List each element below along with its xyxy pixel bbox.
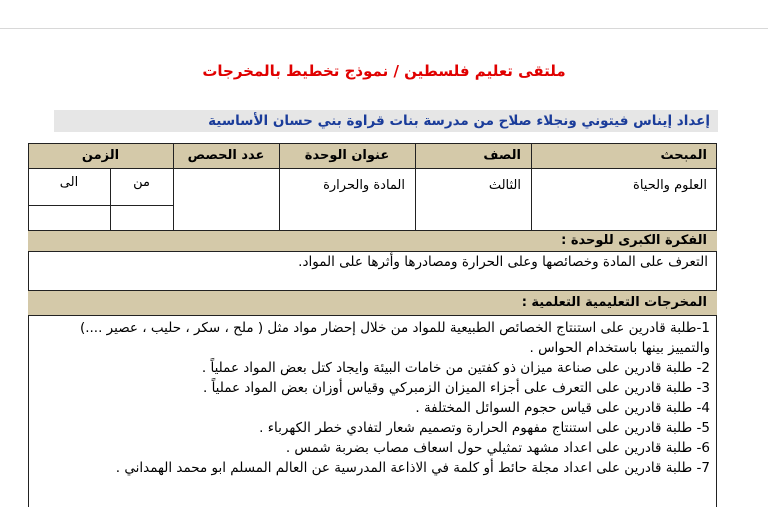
col-subject: المبحث <box>660 148 707 163</box>
col-unit-title: عنوان الوحدة <box>304 148 390 163</box>
list-item: 1-طلبة قادرين على استنتاج الخصائص الطبيعية للمواد من خلال إحضار مواد مثل ( ملح ، سكر ، حليب ، عصير ....) والتمييز بينها باستخدام الحواس . <box>79 320 710 356</box>
col-time: الزمن <box>81 148 120 163</box>
divider <box>28 251 717 252</box>
list-item: 3- طلبة قادرين على التعرف على أجزاء الميزان الزمبركي وقياس أوزان بعض المواد عملياً . <box>202 380 710 396</box>
time-to-label: الى <box>59 175 79 190</box>
outcomes-list <box>34 318 710 478</box>
divider <box>28 205 173 206</box>
list-item: 5- طلبة قادرين على استنتاج مفهوم الحرارة وتصميم شعار لتفادي خطر الكهرباء . <box>259 420 710 436</box>
prepared-by-banner: إعداد إيناس فيتوني ونجلاء صلاح من مدرسة بنات قراوة بني حسان الأساسية <box>54 110 718 132</box>
lessons-count-value <box>173 178 279 200</box>
big-idea-heading: الفكرة الكبرى للوحدة : <box>28 231 717 251</box>
col-grade: الصف <box>483 148 521 163</box>
col-lessons-count: عدد الحصص <box>187 148 265 163</box>
big-idea-text: التعرف على المادة وخصائصها وعلى الحرارة ومصادرها وأثرها على المواد. <box>298 254 708 270</box>
list-item: 6- طلبة قادرين على اعداد مشهد تمثيلي حول اسعاف مصاب بضربة شمس . <box>285 440 710 456</box>
page-title: ملتقى تعليم فلسطين / نموذج تخطيط بالمخرجات <box>202 62 566 80</box>
top-rule <box>0 28 768 29</box>
unit-title-value: المادة والحرارة <box>323 178 405 193</box>
grade-value: الثالث <box>488 178 521 193</box>
divider <box>28 315 717 316</box>
list-item: 4- طلبة قادرين على قياس حجوم السوائل المختلفة . <box>415 400 710 416</box>
list-item: 7- طلبة قادرين على اعداد مجلة حائط أو كلمة في الاذاعة المدرسية عن العالم المسلم ابو محمد الهمداني . <box>115 460 710 476</box>
outcomes-heading: المخرجات التعليمية التعلمية : <box>28 291 717 315</box>
subject-value: العلوم والحياة <box>633 178 707 193</box>
list-item: 2- طلبة قادرين على صناعة ميزان ذو كفتين من خامات البيئة وايجاد كتل بعض المواد عملياً . <box>201 360 710 376</box>
time-from-label: من <box>133 175 150 190</box>
